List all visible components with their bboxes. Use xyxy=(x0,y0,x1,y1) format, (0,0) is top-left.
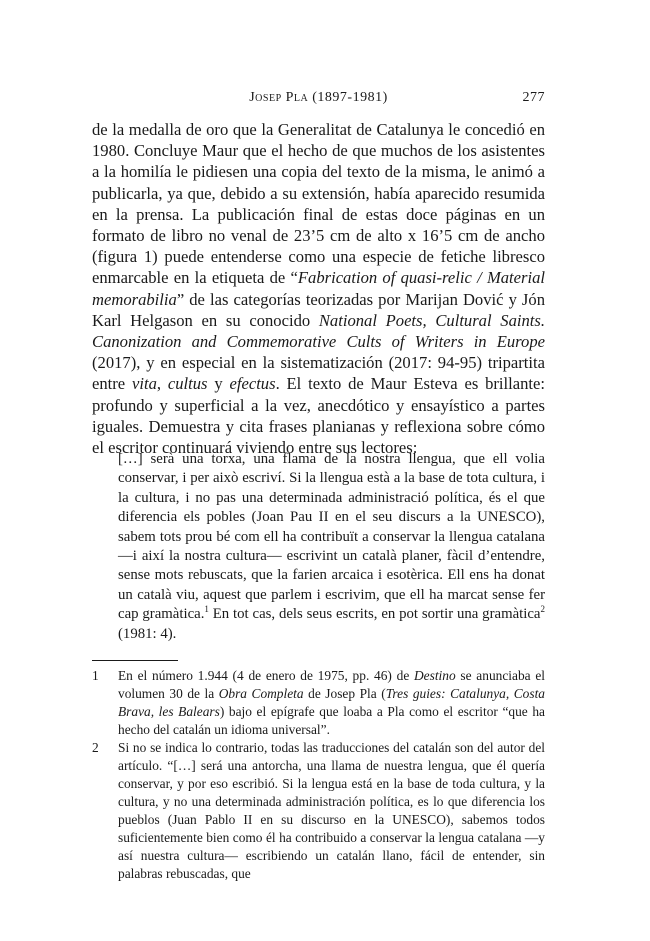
page-number: 277 xyxy=(522,90,545,105)
italic-term-efectus: efectus xyxy=(229,374,276,394)
paragraph-text: de la medalla de oro que la Generalitat de Catalunya le concedió en 1980. Concluye Maur que el hecho de que muchos de los asistentes a la homilía le pidiesen una copia del texto de la misma, le animó a publicarla, ya que, debido a su extensión, había aparecido resumida en la prensa. La publicación final de estas doce páginas en un formato de libro no venal de 23’5 cm de alto x 16’5 cm de ancho (figura 1) puede entenderse como una especie de fetiche libresco enmarcable en la etiqueta de “Fabrication of quasi-relic / Material memorabilia” de las categorías teorizadas por Marijan Dović y Jón Karl Helgason en su conocido National Poets, Cultural Saints. Canonization and Commemorative Cults of Writers in Europe (2017), y en especial en la sistematización (2017: 94-95) tripartita entre vita, cultus y efectus. El texto de Maur Esteva es brillante: profundo y superficial a la vez, anecdótico y ensayístico a partes iguales. Demuestra y cita frases planianas y reflexiona sobre cómo el escritor continuará viviendo entre sus lectores: xyxy=(92,120,546,458)
running-head: Josep Pla (1897-1981) xyxy=(249,90,388,105)
footnote-ref-1[interactable]: 1 xyxy=(204,604,209,615)
italic-category-term: Fabrication of quasi-relic / Material memorabilia xyxy=(92,268,546,309)
italic-term-vita: vita xyxy=(132,374,157,394)
footnote-ref-2[interactable]: 2 xyxy=(540,604,546,615)
block-quote xyxy=(118,450,545,644)
italic-term-cultus: cultus xyxy=(167,374,208,394)
footnote-number: 2 xyxy=(92,740,99,755)
footnotes xyxy=(92,667,545,883)
footnote-2: 2 Si no se indica lo contrario, todas las traducciones del catalán son del autor del artículo. “[…] será una antorcha, una llama de nuestra lengua, que él quería conservar, y por eso escribió. Si la lengua está en la base de toda cultura, y la cultura, y no una determinada administración política, es lo que diferencia los pueblos (Juan Pablo II en su discurso en la UNESCO), sabemos todos suficientemente bien como él ha contribuido a conservar la lengua catalana —y así nuestra cultura— escribiendo un catalán llano, fácil de entender, sin palabras rebuscadas, que xyxy=(92,740,545,881)
footnote-1: 1 En el número 1.944 (4 de enero de 1975, pp. 46) de Destino se anunciaba el volumen 30 de la Obra Completa de Josep Pla (Tres guies: Catalunya, Costa Brava, les Balears) bajo el epígrafe que loaba a Pla como el escritor “que ha hecho del catalán un idioma universal”. xyxy=(92,668,545,737)
quote-text: […] serà una torxa, una flama de la nostra llengua, que ell volia conservar, i per això escriví. Si la llengua està a la base de tota cultura, i la cultura, i no pas una determinada administració política, és el que diferencia els pobles (Joan Pau II en el seu discurs a la UNESCO), sabem tots prou bé com ell ha contribuït a conservar la llengua catalana —i així la nostra cultura— escrivint un català planer, fàcil d’entendre, sense mots rebuscats, que la farien arcaica i esotèrica. Ell ens ha donat un català viu, aquest que parlem i escrivim, que ell ha marcat sense fer cap gramàtica.$^1$ En tot cas, dels seus escrits, en pot sortir una gramàtica$^2$ (1981: 4). xyxy=(118,451,546,642)
footnote-divider xyxy=(92,660,178,661)
italic-book-title: National Poets, Cultural Saints. Canonization and Commemorative Cults of Writers in Europe xyxy=(92,310,545,352)
footnote-number: 1 xyxy=(92,668,99,683)
main-paragraph xyxy=(92,119,545,458)
